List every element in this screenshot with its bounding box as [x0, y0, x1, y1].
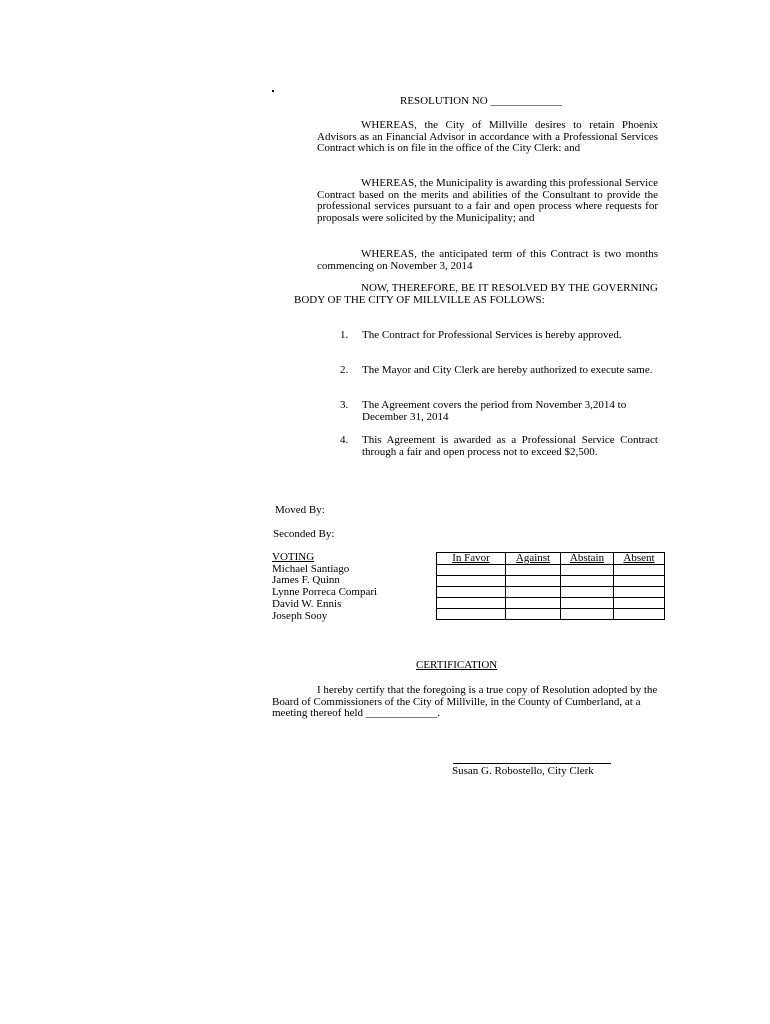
voting-member: James F. Quinn [272, 574, 340, 587]
whereas-paragraph-1: WHEREAS, the City of Millville desires to retain Phoenix Advisors as an Financial Advisor in accordance with a Professional Services Contract which is on file in the office of the City Clerk: and [317, 119, 658, 155]
vote-cell[interactable] [561, 609, 614, 620]
vote-row [437, 565, 665, 576]
vote-row [437, 576, 665, 587]
column-absent: Absent [614, 553, 665, 565]
vote-cell[interactable] [561, 598, 614, 609]
vote-cell[interactable] [437, 576, 506, 587]
voting-table [436, 552, 665, 620]
item-text-4: This Agreement is awarded as a Professional Service Contract through a fair and open process not to exceed $2,500. [362, 434, 658, 458]
voting-member: Joseph Sooy [272, 609, 328, 622]
item-number-3: 3. [340, 399, 349, 411]
vote-cell[interactable] [614, 565, 665, 576]
vote-cell[interactable] [614, 576, 665, 587]
certification-title: CERTIFICATION [416, 659, 498, 671]
voting-member: David W. Ennis [272, 597, 342, 610]
whereas-paragraph-2: WHEREAS, the Municipality is awarding this professional Service Contract based on the merits and abilities of the Consultant to provide the professional services pursuant to a fair and open process where requests for proposals were solicited by the Municipality; and [317, 177, 658, 224]
moved-by-label: Moved By: [275, 504, 325, 516]
stray-mark [272, 90, 274, 92]
signer-name: Susan G. Robostello, City Clerk [452, 765, 594, 777]
item-number-4: 4. [340, 434, 349, 446]
vote-cell[interactable] [614, 598, 665, 609]
vote-cell[interactable] [437, 587, 506, 598]
voting-member: Lynne Porreca Compari [272, 586, 378, 599]
item-text-3: The Agreement covers the period from November 3,2014 to December 31, 2014 [362, 399, 627, 423]
item-number-1: 1. [340, 329, 349, 341]
vote-row [437, 598, 665, 609]
vote-cell[interactable] [561, 576, 614, 587]
column-in-favor: In Favor [437, 553, 506, 565]
voting-table-header [437, 553, 665, 565]
signature-line [453, 763, 611, 764]
vote-cell[interactable] [506, 576, 561, 587]
resolved-paragraph: NOW, THEREFORE, BE IT RESOLVED BY THE GOVERNING BODY OF THE CITY OF MILLVILLE AS FOLLOWS: [294, 282, 658, 306]
item-text-1: The Contract for Professional Services is hereby approved. [362, 329, 622, 341]
certification-text: I hereby certify that the foregoing is a true copy of Resolution adopted by the Board of Commissioners of the City of Millville, in the County of Cumberland, at a meeting thereof held _____________. [272, 684, 658, 720]
seconded-by-label: Seconded By: [273, 528, 335, 540]
vote-cell[interactable] [614, 609, 665, 620]
vote-row [437, 609, 665, 620]
voting-members-list [272, 552, 377, 622]
vote-cell[interactable] [614, 587, 665, 598]
vote-cell[interactable] [437, 598, 506, 609]
item-number-2: 2. [340, 364, 349, 376]
column-against: Against [506, 553, 561, 565]
vote-cell[interactable] [506, 565, 561, 576]
vote-cell[interactable] [506, 609, 561, 620]
voting-heading: VOTING [272, 551, 315, 563]
vote-cell[interactable] [506, 587, 561, 598]
vote-cell[interactable] [506, 598, 561, 609]
resolution-title: RESOLUTION NO _____________ [400, 95, 562, 107]
vote-cell[interactable] [561, 565, 614, 576]
whereas-paragraph-3: WHEREAS, the anticipated term of this Contract is two months commencing on November 3, 2014 [317, 248, 658, 272]
column-abstain: Abstain [561, 553, 614, 565]
vote-cell[interactable] [561, 587, 614, 598]
vote-cell[interactable] [437, 565, 506, 576]
vote-cell[interactable] [437, 609, 506, 620]
vote-row [437, 587, 665, 598]
voting-member: Michael Santiago [272, 562, 350, 575]
item-text-2: The Mayor and City Clerk are hereby authorized to execute same. [362, 364, 653, 376]
